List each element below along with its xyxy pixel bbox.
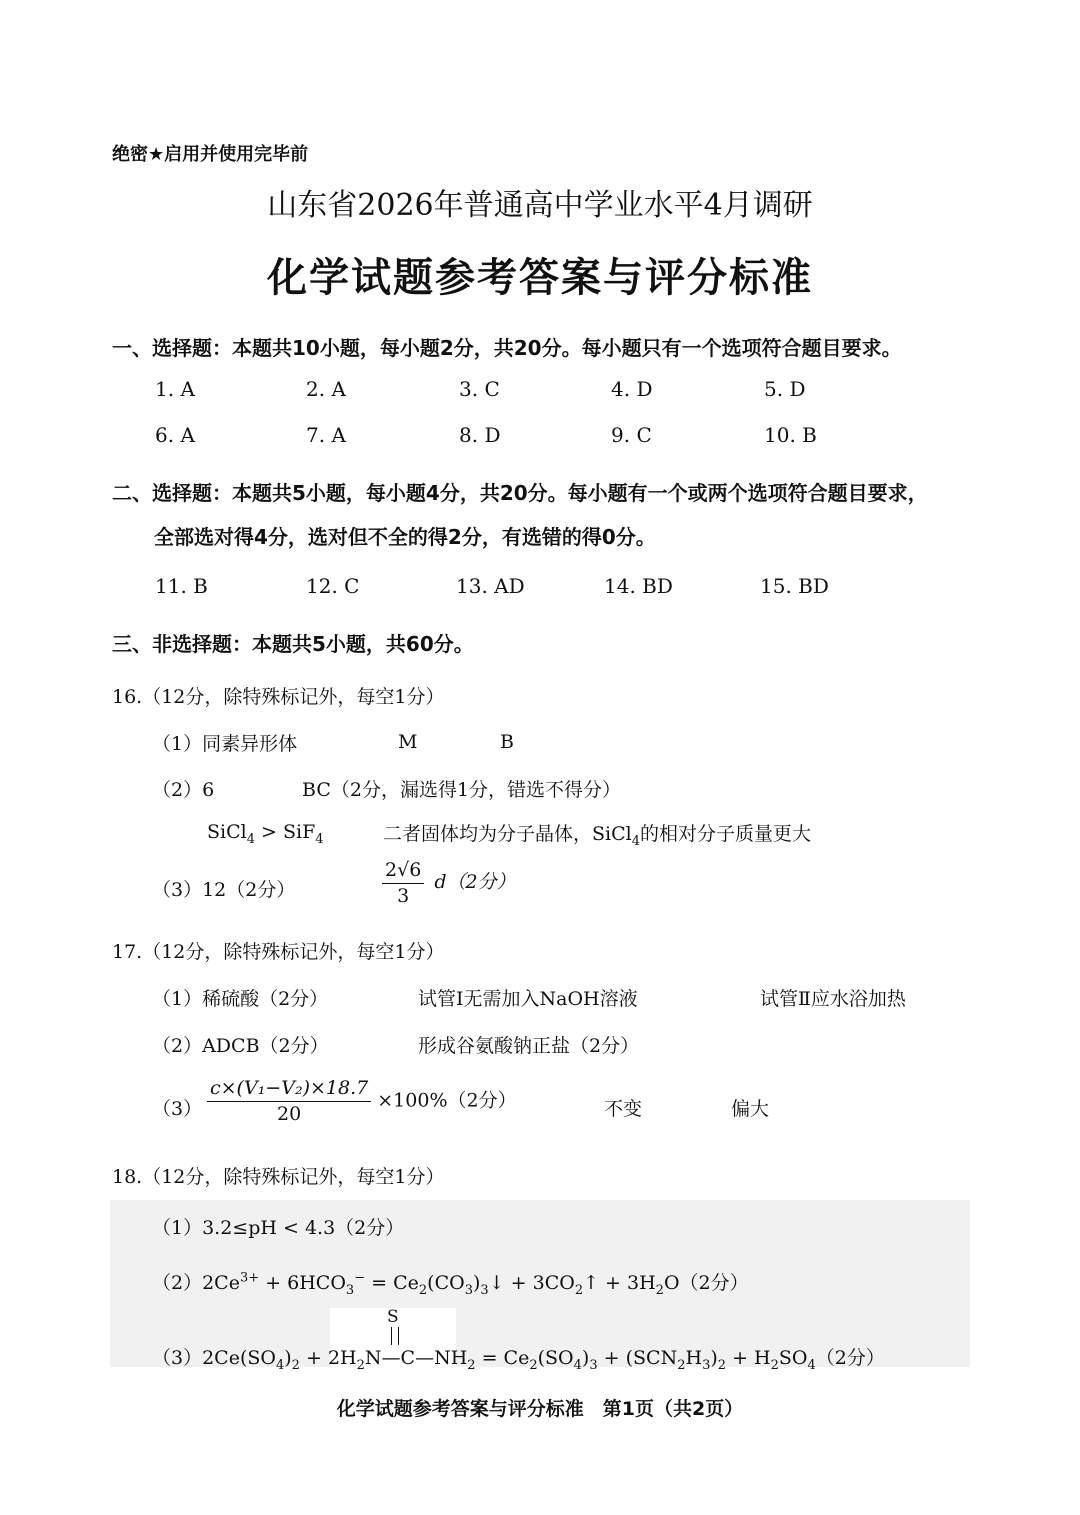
- answer-6: 6. A: [155, 423, 195, 447]
- q17-part3-answer-b: 偏大: [731, 1098, 770, 1120]
- thiourea-sulfur-atom: S: [387, 1307, 399, 1327]
- q16-title: 16.（12分，除特殊标记外，每空1分）: [112, 686, 445, 708]
- q17-part3-answer-a: 不变: [604, 1098, 643, 1120]
- answer-10: 10. B: [764, 423, 817, 447]
- q17-part3-expression: $\frac{\text{c×(V₁−V₂)×18.7}}{20}$ ×100%（2分）: [207, 1078, 517, 1125]
- answer-11: 11. B: [155, 574, 208, 598]
- answer-3: 3. C: [459, 377, 500, 401]
- q18-title: 18.（12分，除特殊标记外，每空1分）: [112, 1166, 445, 1188]
- q17-part3-label: （3）: [152, 1098, 203, 1120]
- answer-14: 14. BD: [604, 574, 673, 598]
- q17-part1-label: （1）稀硫酸（2分）: [152, 988, 329, 1010]
- answer-4: 4. D: [611, 377, 653, 401]
- exam-title: 山东省2026年普通高中学业水平4月调研: [267, 188, 813, 223]
- answer-12: 12. C: [306, 574, 360, 598]
- q17-part2-answer: 形成谷氨酸钠正盐（2分）: [418, 1035, 640, 1057]
- q16-part2-label: （2）6: [152, 779, 215, 801]
- document-title: 化学试题参考答案与评分标准: [267, 255, 813, 301]
- answer-13: 13. AD: [456, 574, 525, 598]
- answer-2: 2. A: [306, 377, 346, 401]
- q17-part1-answer-a: 试管Ⅰ无需加入NaOH溶液: [418, 988, 638, 1010]
- answer-9: 9. C: [611, 423, 652, 447]
- q18-part2: $(2)2Ce^{3+} + 6HCO_3^-$ = $Ce_2(CO_3)_3↓$ + $3CO_2↑ + 3H_2O(2$分）: [152, 1270, 749, 1298]
- q18-part3: $(3)2Ce(SO_4)_2$ + $2H_2N—C—NH_2 = Ce_2(SO_4)_3 + (SCN_2H_3)_2 + H_2SO_4(2$分）: [152, 1347, 885, 1373]
- answer-8: 8. D: [459, 423, 501, 447]
- q16-part2-compare: SiCl$_4$ > SiF$_4$: [207, 821, 324, 847]
- confidential-mark: 绝密★启用并使用完毕前: [112, 144, 309, 165]
- q17-part1-answer-b: 试管Ⅱ应水浴加热: [760, 988, 906, 1010]
- answer-1: 1. A: [155, 377, 195, 401]
- q18-part1: （1）3.2≤pH < 4.3（2分）: [152, 1217, 405, 1239]
- q16-part2-answer: BC（2分，漏选得1分，错选不得分）: [302, 779, 622, 801]
- q17-fraction: $\frac{\text{c×(V₁−V₂)×18.7}}{20}$: [207, 1078, 371, 1125]
- section3-heading: 三、非选择题：本题共5小题，共60分。: [112, 632, 474, 656]
- q16-part1-answer-b: B: [500, 731, 514, 753]
- q17-part2-label: （2）ADCB（2分）: [152, 1035, 329, 1057]
- q16-part3-expression: $\frac{2√6}{3}$ d（2分）: [382, 860, 516, 907]
- answer-5: 5. D: [764, 377, 806, 401]
- q16-part2-reason: 二者固体均为分子晶体，SiCl$_4$的相对分子质量更大: [383, 823, 812, 849]
- answer-7: 7. A: [306, 423, 346, 447]
- q16-fraction: $\frac{2√6}{3}$: [382, 860, 424, 907]
- q16-part3-label: （3）12（2分）: [152, 879, 296, 901]
- q16-part1-label: （1）同素异形体: [152, 733, 298, 755]
- section1-heading: 一、选择题：本题共10小题，每小题2分，共20分。每小题只有一个选项符合题目要求。: [112, 336, 902, 360]
- answer-15: 15. BD: [760, 574, 829, 598]
- section2-heading: 二、选择题：本题共5小题，每小题4分，共20分。每小题有一个或两个选项符合题目要求，: [112, 481, 928, 505]
- q16-part1-answer-a: M: [398, 731, 418, 753]
- q17-title: 17.（12分，除特殊标记外，每空1分）: [112, 941, 445, 963]
- page-footer: 化学试题参考答案与评分标准 第1页（共2页）: [336, 1398, 744, 1420]
- section2-heading-cont: 全部选对得4分，选对但不全的得2分，有选错的得0分。: [154, 525, 656, 549]
